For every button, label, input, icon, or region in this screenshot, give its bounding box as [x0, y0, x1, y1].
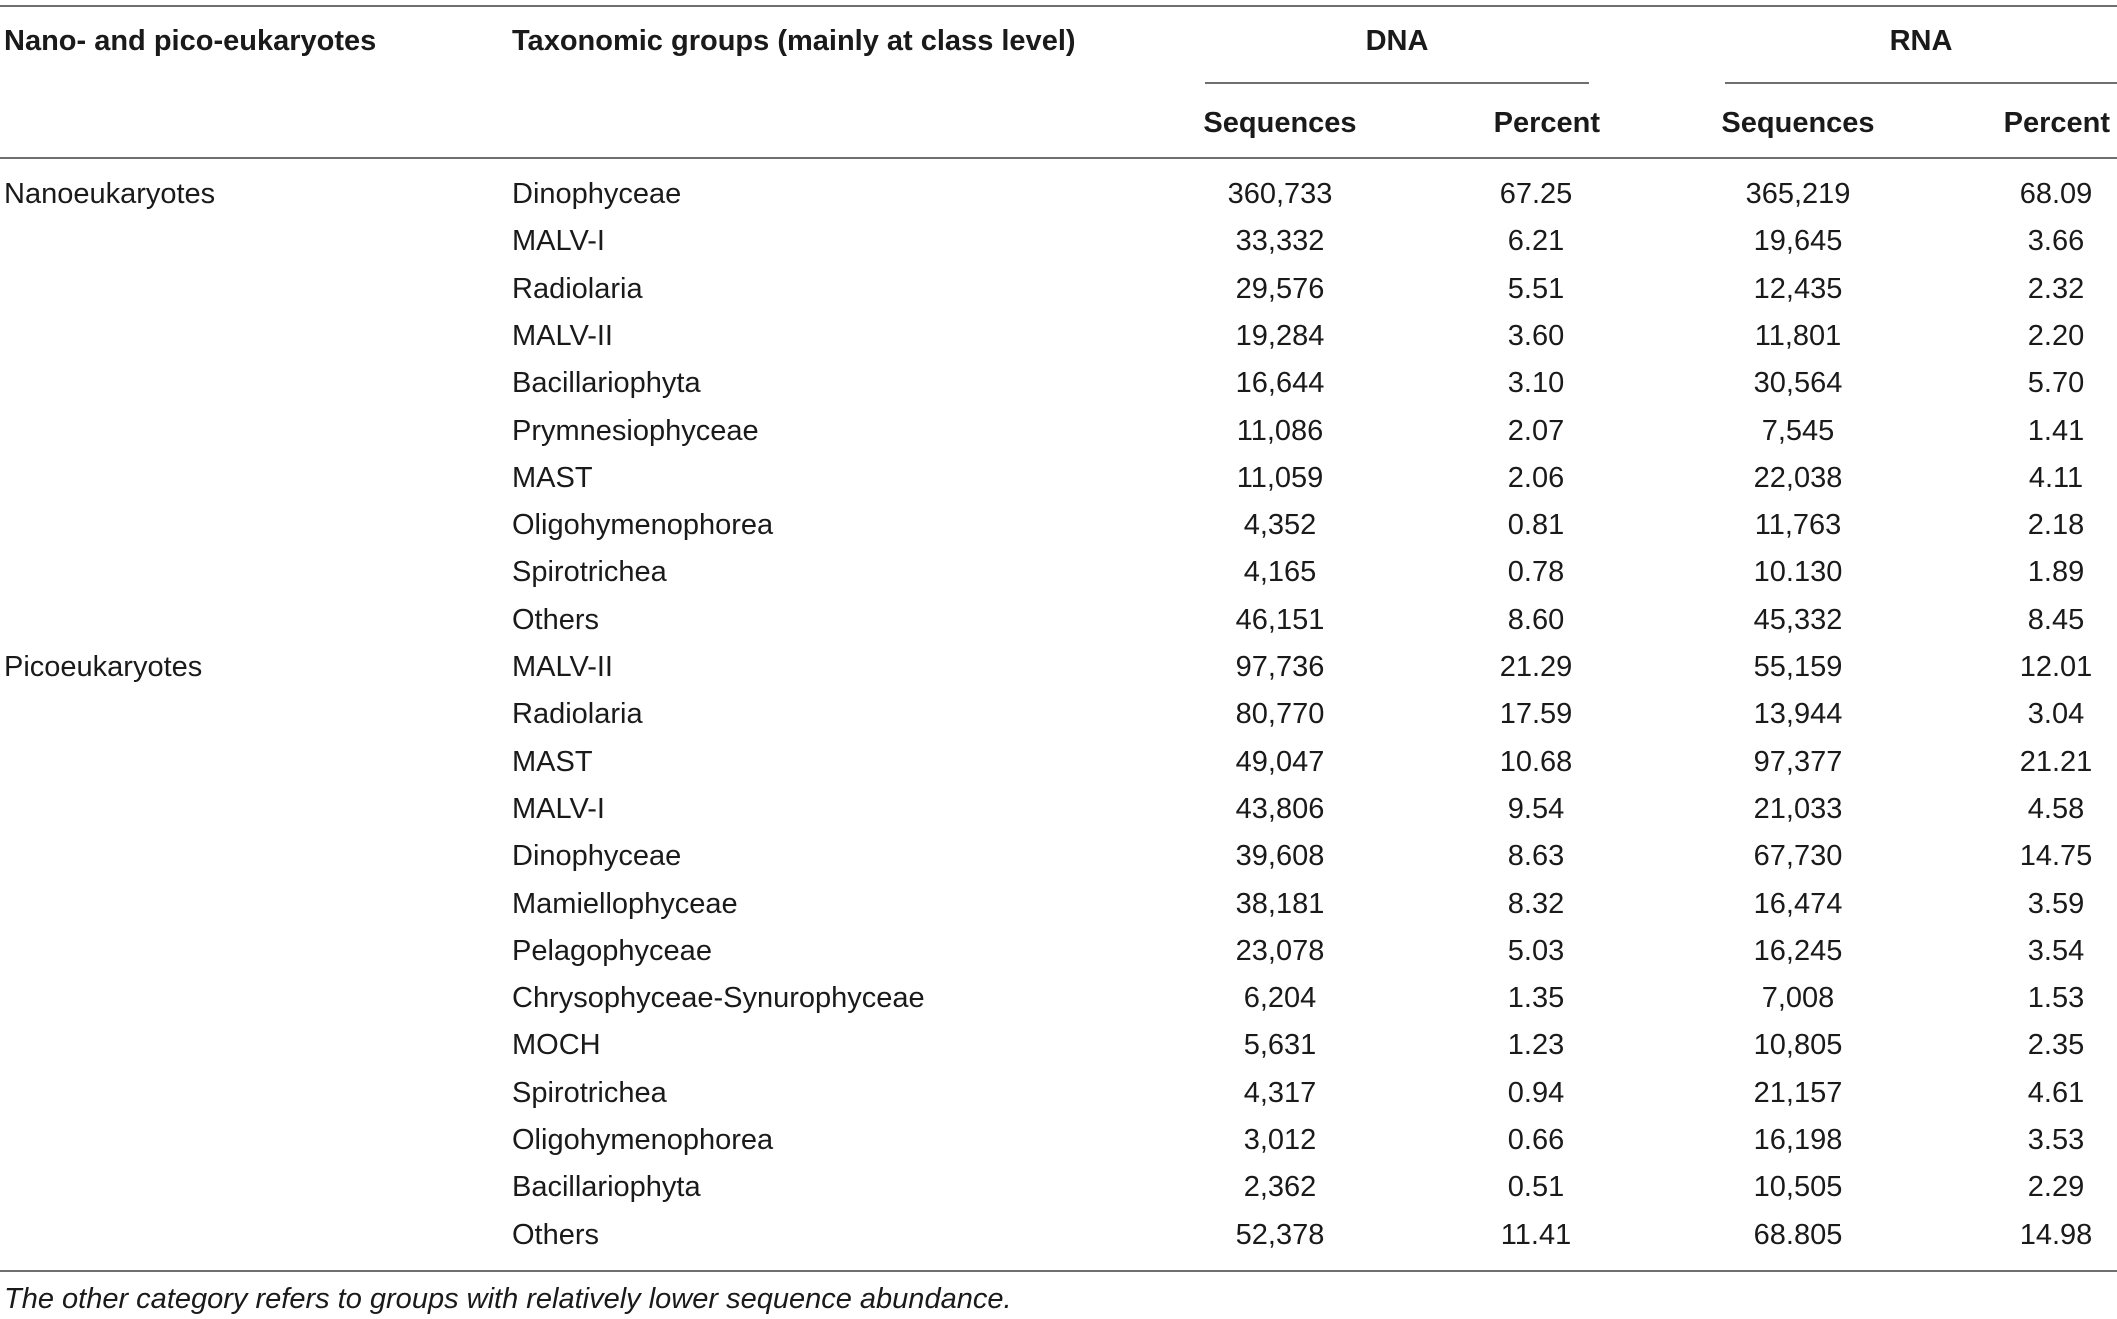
- cell-group: MALV-I: [512, 793, 605, 825]
- cell-dna-percent: 3.60: [1507, 320, 1565, 352]
- header-rna-percent: Percent: [2003, 107, 2110, 139]
- cell-rna-sequences: 19,645: [1753, 225, 1843, 257]
- cell-rna-percent: 4.11: [2028, 462, 2084, 494]
- cell-group: Dinophyceae: [512, 178, 682, 210]
- cell-dna-sequences: 2,362: [1243, 1171, 1317, 1203]
- cell-dna-sequences: 4,317: [1243, 1077, 1317, 1109]
- cell-dna-sequences: 3,012: [1243, 1124, 1317, 1156]
- cell-rna-percent: 14.75: [2019, 840, 2093, 872]
- table-footnote: The other category refers to groups with relatively lower sequence abundance.: [4, 1283, 1012, 1315]
- cell-group: Radiolaria: [512, 698, 643, 730]
- cell-rna-sequences: 97,377: [1753, 746, 1843, 778]
- cell-rna-sequences: 16,245: [1753, 935, 1843, 967]
- cell-rna-sequences: 21,033: [1753, 793, 1843, 825]
- cell-rna-percent: 4.58: [2027, 793, 2085, 825]
- cell-dna-sequences: 43,806: [1235, 793, 1325, 825]
- cell-dna-sequences: 11,086: [1236, 415, 1324, 447]
- table-top-rule: [0, 5, 2117, 7]
- cell-group: Spirotrichea: [512, 1077, 667, 1109]
- cell-dna-sequences: 16,644: [1235, 367, 1325, 399]
- cell-rna-percent: 2.32: [2027, 273, 2085, 305]
- cell-dna-sequences: 49,047: [1235, 746, 1325, 778]
- cell-category: Picoeukaryotes: [4, 651, 203, 683]
- cell-dna-percent: 8.32: [1507, 888, 1565, 920]
- rna-group-rule: [1725, 82, 2117, 84]
- cell-group: MALV-II: [512, 320, 613, 352]
- header-category: Nano- and pico-eukaryotes: [4, 25, 377, 57]
- cell-rna-sequences: 365,219: [1745, 178, 1851, 210]
- cell-dna-percent: 5.03: [1507, 935, 1565, 967]
- cell-group: Pelagophyceae: [512, 935, 712, 967]
- cell-dna-sequences: 4,165: [1243, 556, 1317, 588]
- cell-dna-sequences: 11,059: [1236, 462, 1324, 494]
- cell-dna-sequences: 19,284: [1235, 320, 1325, 352]
- cell-rna-percent: 1.89: [2027, 556, 2085, 588]
- cell-rna-percent: 3.59: [2027, 888, 2085, 920]
- cell-rna-sequences: 21,157: [1753, 1077, 1843, 1109]
- cell-dna-percent: 10.68: [1499, 746, 1573, 778]
- cell-group: Oligohymenophorea: [512, 509, 774, 541]
- cell-rna-percent: 3.66: [2027, 225, 2085, 257]
- cell-rna-percent: 12.01: [2019, 651, 2093, 683]
- cell-dna-sequences: 39,608: [1235, 840, 1325, 872]
- cell-rna-sequences: 7,008: [1761, 982, 1835, 1014]
- cell-category: Nanoeukaryotes: [4, 178, 216, 210]
- cell-dna-sequences: 80,770: [1235, 698, 1325, 730]
- cell-group: Oligohymenophorea: [512, 1124, 774, 1156]
- cell-rna-percent: 1.41: [2027, 415, 2085, 447]
- dna-group-rule: [1205, 82, 1589, 84]
- cell-rna-sequences: 16,474: [1753, 888, 1843, 920]
- cell-dna-percent: 2.07: [1507, 415, 1565, 447]
- cell-group: Spirotrichea: [512, 556, 667, 588]
- cell-dna-sequences: 29,576: [1235, 273, 1325, 305]
- cell-group: Bacillariophyta: [512, 1171, 701, 1203]
- cell-dna-sequences: 6,204: [1243, 982, 1317, 1014]
- cell-group: Radiolaria: [512, 273, 643, 305]
- cell-group: Others: [512, 604, 600, 636]
- cell-group: MALV-II: [512, 651, 613, 683]
- cell-dna-sequences: 97,736: [1235, 651, 1325, 683]
- cell-dna-sequences: 5,631: [1243, 1029, 1317, 1061]
- cell-group: MALV-I: [512, 225, 605, 257]
- header-taxonomic-groups: Taxonomic groups (mainly at class level): [512, 25, 1076, 57]
- cell-rna-sequences: 22,038: [1753, 462, 1843, 494]
- cell-dna-percent: 67.25: [1499, 178, 1573, 210]
- cell-dna-percent: 1.23: [1507, 1029, 1565, 1061]
- cell-dna-percent: 21.29: [1499, 651, 1573, 683]
- cell-rna-percent: 68.09: [2019, 178, 2093, 210]
- cell-dna-sequences: 4,352: [1243, 509, 1317, 541]
- header-rna-sequences: Sequences: [1721, 107, 1875, 139]
- cell-dna-percent: 8.60: [1507, 604, 1565, 636]
- cell-rna-sequences: 11,801: [1754, 320, 1842, 352]
- cell-dna-percent: 9.54: [1507, 793, 1565, 825]
- cell-dna-percent: 0.51: [1507, 1171, 1565, 1203]
- cell-rna-percent: 2.20: [2027, 320, 2085, 352]
- cell-rna-sequences: 10.130: [1753, 556, 1843, 588]
- cell-rna-percent: 3.53: [2027, 1124, 2085, 1156]
- cell-group: MAST: [512, 746, 593, 778]
- cell-rna-sequences: 10,505: [1753, 1171, 1843, 1203]
- cell-group: Mamiellophyceae: [512, 888, 738, 920]
- cell-dna-percent: 3.10: [1507, 367, 1565, 399]
- cell-dna-percent: 0.81: [1507, 509, 1565, 541]
- cell-dna-sequences: 23,078: [1235, 935, 1325, 967]
- cell-group: Bacillariophyta: [512, 367, 701, 399]
- cell-rna-percent: 14.98: [2019, 1219, 2093, 1251]
- cell-dna-percent: 17.59: [1499, 698, 1573, 730]
- cell-rna-sequences: 12,435: [1753, 273, 1843, 305]
- cell-dna-percent: 1.35: [1507, 982, 1565, 1014]
- cell-rna-percent: 1.53: [2027, 982, 2085, 1014]
- header-dna: DNA: [1365, 25, 1429, 57]
- header-dna-percent: Percent: [1493, 107, 1600, 139]
- cell-rna-percent: 3.54: [2027, 935, 2085, 967]
- cell-rna-sequences: 7,545: [1761, 415, 1835, 447]
- cell-group: Prymnesiophyceae: [512, 415, 759, 447]
- cell-dna-sequences: 360,733: [1227, 178, 1333, 210]
- cell-rna-sequences: 55,159: [1753, 651, 1843, 683]
- cell-rna-percent: 5.70: [2027, 367, 2085, 399]
- cell-rna-percent: 3.04: [2027, 698, 2085, 730]
- cell-rna-percent: 2.29: [2027, 1171, 2085, 1203]
- cell-rna-percent: 21.21: [2019, 746, 2093, 778]
- cell-rna-sequences: 16,198: [1753, 1124, 1843, 1156]
- header-dna-sequences: Sequences: [1203, 107, 1357, 139]
- cell-dna-percent: 0.94: [1507, 1077, 1565, 1109]
- cell-group: Chrysophyceae-Synurophyceae: [512, 982, 925, 1014]
- cell-rna-sequences: 13,944: [1753, 698, 1843, 730]
- cell-dna-percent: 6.21: [1507, 225, 1565, 257]
- header-bottom-rule: [0, 157, 2117, 159]
- cell-group: Dinophyceae: [512, 840, 682, 872]
- header-rna: RNA: [1889, 25, 1953, 57]
- cell-dna-sequences: 33,332: [1235, 225, 1325, 257]
- cell-dna-sequences: 46,151: [1235, 604, 1325, 636]
- cell-rna-sequences: 30,564: [1753, 367, 1843, 399]
- cell-group: MAST: [512, 462, 593, 494]
- cell-rna-sequences: 10,805: [1753, 1029, 1843, 1061]
- cell-rna-percent: 2.35: [2027, 1029, 2085, 1061]
- cell-rna-percent: 8.45: [2027, 604, 2085, 636]
- cell-dna-percent: 8.63: [1507, 840, 1565, 872]
- cell-dna-percent: 0.66: [1507, 1124, 1565, 1156]
- cell-rna-percent: 2.18: [2027, 509, 2085, 541]
- cell-rna-percent: 4.61: [2027, 1077, 2085, 1109]
- cell-dna-sequences: 38,181: [1235, 888, 1325, 920]
- cell-rna-sequences: 11,763: [1754, 509, 1842, 541]
- cell-dna-sequences: 52,378: [1235, 1219, 1325, 1251]
- cell-rna-sequences: 68.805: [1753, 1219, 1843, 1251]
- cell-rna-sequences: 67,730: [1753, 840, 1843, 872]
- cell-rna-sequences: 45,332: [1753, 604, 1843, 636]
- cell-group: Others: [512, 1219, 600, 1251]
- cell-group: MOCH: [512, 1029, 601, 1061]
- cell-dna-percent: 0.78: [1507, 556, 1565, 588]
- cell-dna-percent: 2.06: [1507, 462, 1565, 494]
- cell-dna-percent: 5.51: [1507, 273, 1565, 305]
- cell-dna-percent: 11.41: [1500, 1219, 1572, 1251]
- table-bottom-rule: [0, 1270, 2117, 1272]
